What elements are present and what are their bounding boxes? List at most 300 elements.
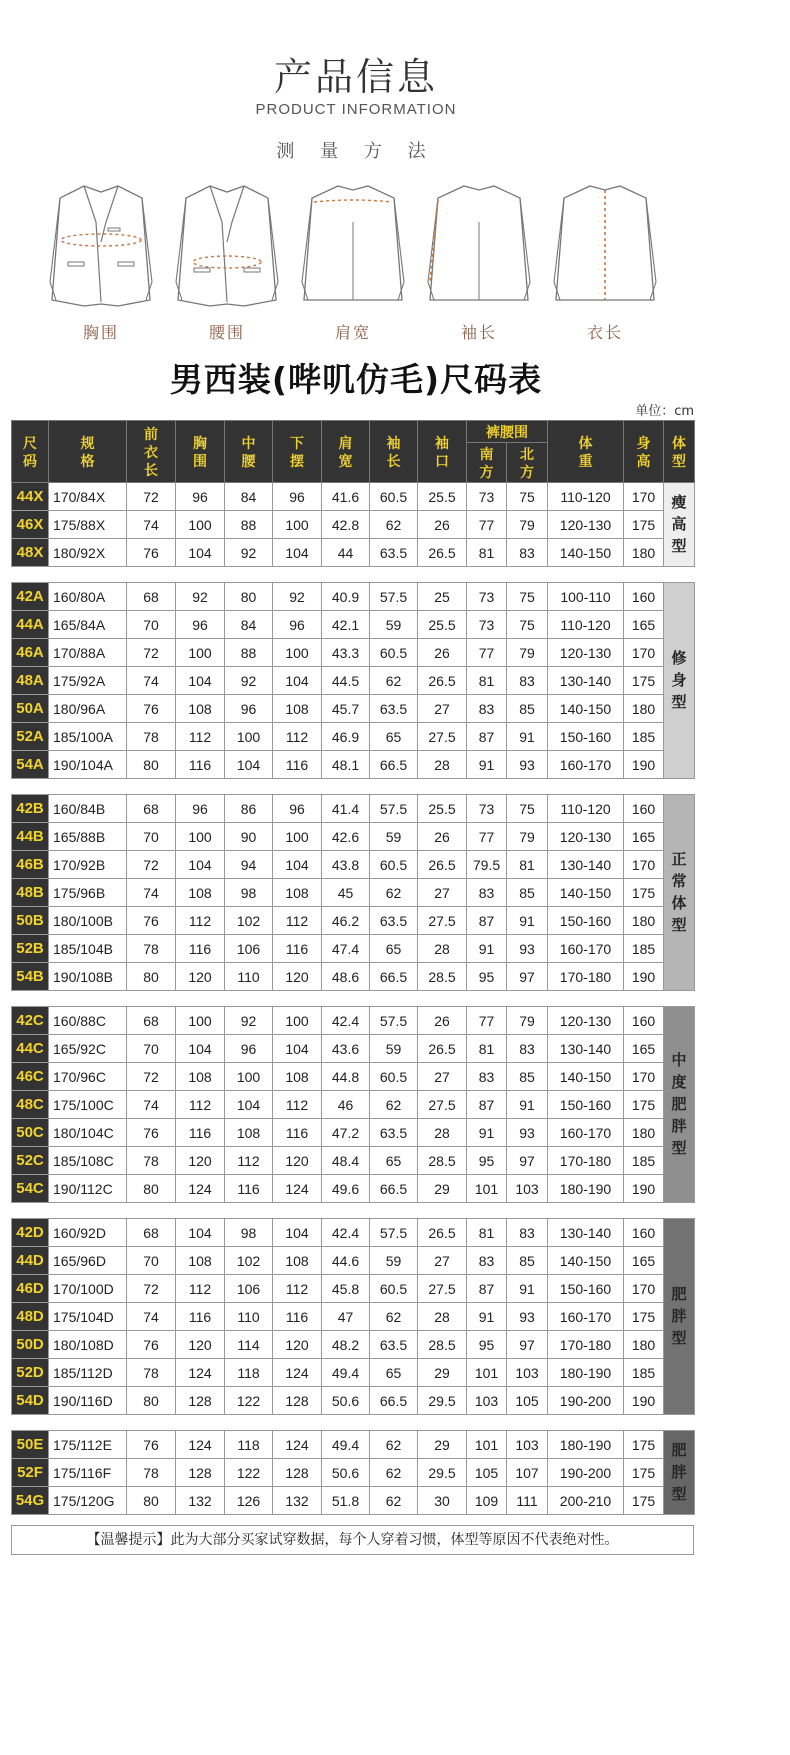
value-cell: 116 [176,1119,225,1147]
spec-cell: 175/120G [49,1487,127,1515]
value-cell: 80 [127,1175,176,1203]
fit-type-cell: 肥 胖 型 [664,1431,695,1515]
value-cell: 93 [507,935,548,963]
value-cell: 96 [273,611,322,639]
spec-cell: 190/112C [49,1175,127,1203]
value-cell: 43.3 [322,639,370,667]
spec-cell: 175/112E [49,1431,127,1459]
value-cell: 41.6 [322,483,370,511]
value-cell: 63.5 [370,1119,418,1147]
value-cell: 112 [176,907,225,935]
value-cell: 180-190 [548,1431,624,1459]
value-cell: 101 [467,1431,507,1459]
fit-type-cell: 修 身 型 [664,583,695,779]
value-cell: 170-180 [548,963,624,991]
value-cell: 111 [507,1487,548,1515]
value-cell: 95 [467,1331,507,1359]
value-cell: 26 [418,511,467,539]
value-cell: 92 [225,1007,273,1035]
value-cell: 92 [176,583,225,611]
measure-method-heading: 测 量 方 法 [276,141,436,162]
spec-cell: 180/92X [49,539,127,567]
value-cell: 27 [418,1247,467,1275]
size-code-cell: 50D [12,1331,49,1359]
value-cell: 77 [467,511,507,539]
table-row [12,1063,695,1091]
value-cell: 104 [176,667,225,695]
value-cell: 73 [467,611,507,639]
table-row [12,1331,695,1359]
value-cell: 26.5 [418,539,467,567]
value-cell: 28 [418,751,467,779]
tip-note: 【温馨提示】此为大部分买家试穿数据，每个人穿着习惯，体型等原因不代表绝对性。 [11,1525,694,1555]
table-row [12,723,695,751]
size-code-cell: 46X [12,511,49,539]
value-cell: 128 [273,1387,322,1415]
value-cell: 26.5 [418,1035,467,1063]
value-cell: 65 [370,723,418,751]
spec-cell: 160/80A [49,583,127,611]
value-cell: 116 [176,751,225,779]
value-cell: 63.5 [370,907,418,935]
value-cell: 175 [624,1459,664,1487]
value-cell: 103 [507,1175,548,1203]
value-cell: 120 [273,1331,322,1359]
value-cell: 44.8 [322,1063,370,1091]
value-cell: 93 [507,1303,548,1331]
value-cell: 190-200 [548,1459,624,1487]
col-trouser-waist: 裤腰围 [467,421,548,443]
value-cell: 63.5 [370,1331,418,1359]
spec-cell: 180/104C [49,1119,127,1147]
table-row [12,539,695,567]
value-cell: 110 [225,1303,273,1331]
value-cell: 43.6 [322,1035,370,1063]
value-cell: 96 [176,611,225,639]
value-cell: 106 [225,1275,273,1303]
value-cell: 105 [507,1387,548,1415]
value-cell: 81 [467,667,507,695]
spec-cell: 170/88A [49,639,127,667]
value-cell: 180-190 [548,1175,624,1203]
value-cell: 96 [176,483,225,511]
spec-cell: 160/92D [49,1219,127,1247]
value-cell: 108 [176,1247,225,1275]
size-code-cell: 42C [12,1007,49,1035]
fit-type-cell: 正 常 体 型 [664,795,695,991]
value-cell: 72 [127,851,176,879]
value-cell: 120 [176,1147,225,1175]
value-cell: 80 [127,963,176,991]
table-row [12,1487,695,1515]
value-cell: 116 [273,751,322,779]
value-cell: 116 [273,1303,322,1331]
table-row [12,823,695,851]
size-code-cell: 50E [12,1431,49,1459]
value-cell: 79.5 [467,851,507,879]
col-sleeve: 袖 长 [370,421,418,483]
value-cell: 105 [467,1459,507,1487]
spec-cell: 165/88B [49,823,127,851]
value-cell: 41.4 [322,795,370,823]
value-cell: 100 [176,823,225,851]
value-cell: 68 [127,1007,176,1035]
table-row [12,695,695,723]
value-cell: 100 [273,511,322,539]
value-cell: 42.8 [322,511,370,539]
value-cell: 160 [624,795,664,823]
value-cell: 109 [467,1487,507,1515]
table-row [12,935,695,963]
value-cell: 116 [273,935,322,963]
value-cell: 150-160 [548,1091,624,1119]
value-cell: 190 [624,963,664,991]
value-cell: 102 [225,907,273,935]
value-cell: 44 [322,539,370,567]
size-code-cell: 50C [12,1119,49,1147]
value-cell: 112 [225,1147,273,1175]
value-cell: 175 [624,1487,664,1515]
col-hem: 下 摆 [273,421,322,483]
size-code-cell: 50A [12,695,49,723]
value-cell: 79 [507,1007,548,1035]
value-cell: 108 [225,1119,273,1147]
value-cell: 49.6 [322,1175,370,1203]
value-cell: 130-140 [548,851,624,879]
value-cell: 59 [370,611,418,639]
col-spec: 规 格 [49,421,127,483]
spec-cell: 170/84X [49,483,127,511]
value-cell: 29 [418,1359,467,1387]
value-cell: 48.2 [322,1331,370,1359]
value-cell: 73 [467,583,507,611]
table-row [12,1119,695,1147]
value-cell: 27.5 [418,723,467,751]
fit-type-cell: 中 度 肥 胖 型 [664,1007,695,1203]
value-cell: 72 [127,1063,176,1091]
value-cell: 185 [624,723,664,751]
value-cell: 108 [273,1247,322,1275]
value-cell: 122 [225,1387,273,1415]
table-row [12,639,695,667]
value-cell: 26.5 [418,1219,467,1247]
value-cell: 140-150 [548,1063,624,1091]
value-cell: 100 [225,723,273,751]
value-cell: 70 [127,823,176,851]
value-cell: 68 [127,1219,176,1247]
value-cell: 76 [127,907,176,935]
value-cell: 29 [418,1431,467,1459]
value-cell: 60.5 [370,1275,418,1303]
value-cell: 175 [624,1091,664,1119]
value-cell: 190 [624,751,664,779]
value-cell: 78 [127,1147,176,1175]
size-code-cell: 54B [12,963,49,991]
table-row [12,511,695,539]
value-cell: 108 [273,879,322,907]
value-cell: 73 [467,483,507,511]
value-cell: 103 [507,1359,548,1387]
fit-type-cell: 瘦 高 型 [664,483,695,567]
value-cell: 77 [467,1007,507,1035]
value-cell: 104 [273,1035,322,1063]
value-cell: 132 [176,1487,225,1515]
value-cell: 112 [273,907,322,935]
table-row [12,1007,695,1035]
table-row [12,1147,695,1175]
value-cell: 112 [176,723,225,751]
size-code-cell: 54D [12,1387,49,1415]
value-cell: 98 [225,1219,273,1247]
value-cell: 91 [467,751,507,779]
value-cell: 42.4 [322,1007,370,1035]
spec-cell: 160/88C [49,1007,127,1035]
value-cell: 76 [127,1119,176,1147]
value-cell: 124 [273,1431,322,1459]
value-cell: 160-170 [548,935,624,963]
value-cell: 29.5 [418,1459,467,1487]
size-code-cell: 54C [12,1175,49,1203]
value-cell: 104 [225,751,273,779]
value-cell: 72 [127,483,176,511]
size-code-cell: 48D [12,1303,49,1331]
value-cell: 85 [507,1063,548,1091]
value-cell: 124 [176,1175,225,1203]
value-cell: 190 [624,1175,664,1203]
value-cell: 29 [418,1175,467,1203]
table-row [12,1219,695,1247]
value-cell: 124 [176,1431,225,1459]
value-cell: 78 [127,935,176,963]
table-row [12,1459,695,1487]
value-cell: 98 [225,879,273,907]
spec-cell: 175/104D [49,1303,127,1331]
spec-cell: 165/92C [49,1035,127,1063]
value-cell: 100 [176,511,225,539]
col-mid-waist: 中 腰 [225,421,273,483]
value-cell: 112 [176,1091,225,1119]
value-cell: 91 [507,907,548,935]
value-cell: 126 [225,1487,273,1515]
value-cell: 83 [467,1063,507,1091]
value-cell: 96 [176,795,225,823]
value-cell: 65 [370,935,418,963]
value-cell: 92 [273,583,322,611]
spec-cell: 175/116F [49,1459,127,1487]
value-cell: 160-170 [548,1119,624,1147]
value-cell: 74 [127,879,176,907]
value-cell: 116 [273,1119,322,1147]
value-cell: 62 [370,511,418,539]
value-cell: 108 [176,1063,225,1091]
value-cell: 70 [127,1247,176,1275]
value-cell: 94 [225,851,273,879]
value-cell: 84 [225,483,273,511]
size-code-cell: 44C [12,1035,49,1063]
value-cell: 104 [273,667,322,695]
value-cell: 81 [467,1035,507,1063]
value-cell: 75 [507,795,548,823]
value-cell: 65 [370,1359,418,1387]
jacket-length-icon [550,182,660,312]
size-chart-title: 男西装(哔叽仿毛)尺码表 [169,360,543,399]
jacket-waist-icon [172,182,282,312]
value-cell: 62 [370,879,418,907]
spec-cell: 165/96D [49,1247,127,1275]
value-cell: 51.8 [322,1487,370,1515]
value-cell: 185 [624,935,664,963]
value-cell: 47.4 [322,935,370,963]
value-cell: 74 [127,1303,176,1331]
value-cell: 44.6 [322,1247,370,1275]
value-cell: 27.5 [418,1091,467,1119]
value-cell: 63.5 [370,539,418,567]
spec-cell: 175/92A [49,667,127,695]
value-cell: 104 [225,1091,273,1119]
size-code-cell: 46A [12,639,49,667]
value-cell: 160 [624,1007,664,1035]
value-cell: 120 [176,1331,225,1359]
value-cell: 108 [273,1063,322,1091]
table-row [12,483,695,511]
table-row [12,1431,695,1459]
value-cell: 120-130 [548,823,624,851]
value-cell: 175 [624,667,664,695]
value-cell: 57.5 [370,583,418,611]
size-code-cell: 44X [12,483,49,511]
value-cell: 48.1 [322,751,370,779]
value-cell: 101 [467,1359,507,1387]
value-cell: 91 [507,1091,548,1119]
spec-cell: 185/100A [49,723,127,751]
value-cell: 57.5 [370,1007,418,1035]
value-cell: 75 [507,611,548,639]
value-cell: 93 [507,751,548,779]
value-cell: 100 [176,1007,225,1035]
col-shoulder: 肩 宽 [322,421,370,483]
value-cell: 100 [225,1063,273,1091]
value-cell: 140-150 [548,695,624,723]
value-cell: 26 [418,1007,467,1035]
value-cell: 43.8 [322,851,370,879]
value-cell: 83 [507,667,548,695]
value-cell: 185 [624,1359,664,1387]
col-weight: 体 重 [548,421,624,483]
value-cell: 170 [624,639,664,667]
value-cell: 74 [127,667,176,695]
value-cell: 170 [624,1063,664,1091]
value-cell: 68 [127,583,176,611]
col-height: 身 高 [624,421,664,483]
value-cell: 50.6 [322,1459,370,1487]
value-cell: 78 [127,1459,176,1487]
value-cell: 68 [127,795,176,823]
page-subtitle: PRODUCT INFORMATION [255,101,457,118]
value-cell: 81 [467,1219,507,1247]
value-cell: 26.5 [418,667,467,695]
table-row [12,795,695,823]
value-cell: 180 [624,1119,664,1147]
value-cell: 29.5 [418,1387,467,1415]
value-cell: 91 [507,723,548,751]
size-code-cell: 42D [12,1219,49,1247]
size-code-cell: 44B [12,823,49,851]
size-code-cell: 46C [12,1063,49,1091]
table-row [12,751,695,779]
measure-label-sleeve: 袖长 [460,323,497,342]
value-cell: 160-170 [548,751,624,779]
value-cell: 120-130 [548,1007,624,1035]
value-cell: 104 [176,851,225,879]
value-cell: 150-160 [548,1275,624,1303]
value-cell: 116 [176,1303,225,1331]
value-cell: 90 [225,823,273,851]
spec-cell: 185/112D [49,1359,127,1387]
group-gap [12,991,695,1007]
group-gap [12,567,695,583]
size-code-cell: 48C [12,1091,49,1119]
table-row [12,1275,695,1303]
value-cell: 42.6 [322,823,370,851]
value-cell: 79 [507,511,548,539]
group-gap [12,779,695,795]
value-cell: 76 [127,1331,176,1359]
page-title: 产品信息 [273,55,438,99]
value-cell: 175 [624,1303,664,1331]
value-cell: 26 [418,639,467,667]
value-cell: 97 [507,1147,548,1175]
value-cell: 72 [127,1275,176,1303]
value-cell: 104 [176,539,225,567]
value-cell: 106 [225,935,273,963]
value-cell: 83 [467,879,507,907]
value-cell: 62 [370,1091,418,1119]
value-cell: 110 [225,963,273,991]
value-cell: 27.5 [418,1275,467,1303]
value-cell: 140-150 [548,879,624,907]
spec-cell: 175/100C [49,1091,127,1119]
table-row [12,1303,695,1331]
size-code-cell: 52D [12,1359,49,1387]
table-row [12,1247,695,1275]
value-cell: 165 [624,1247,664,1275]
table-row [12,667,695,695]
value-cell: 85 [507,695,548,723]
value-cell: 57.5 [370,795,418,823]
value-cell: 28 [418,1303,467,1331]
value-cell: 26.5 [418,851,467,879]
value-cell: 80 [225,583,273,611]
value-cell: 30 [418,1487,467,1515]
value-cell: 107 [507,1459,548,1487]
unit-label: 单位：cm [635,404,694,419]
size-code-cell: 52C [12,1147,49,1175]
spec-cell: 175/88X [49,511,127,539]
value-cell: 116 [176,935,225,963]
value-cell: 60.5 [370,1063,418,1091]
value-cell: 180 [624,539,664,567]
value-cell: 28.5 [418,1331,467,1359]
value-cell: 100 [273,1007,322,1035]
value-cell: 46.2 [322,907,370,935]
value-cell: 190 [624,1387,664,1415]
value-cell: 44.5 [322,667,370,695]
value-cell: 101 [467,1175,507,1203]
value-cell: 104 [176,1219,225,1247]
value-cell: 83 [467,1247,507,1275]
value-cell: 108 [273,695,322,723]
value-cell: 57.5 [370,1219,418,1247]
